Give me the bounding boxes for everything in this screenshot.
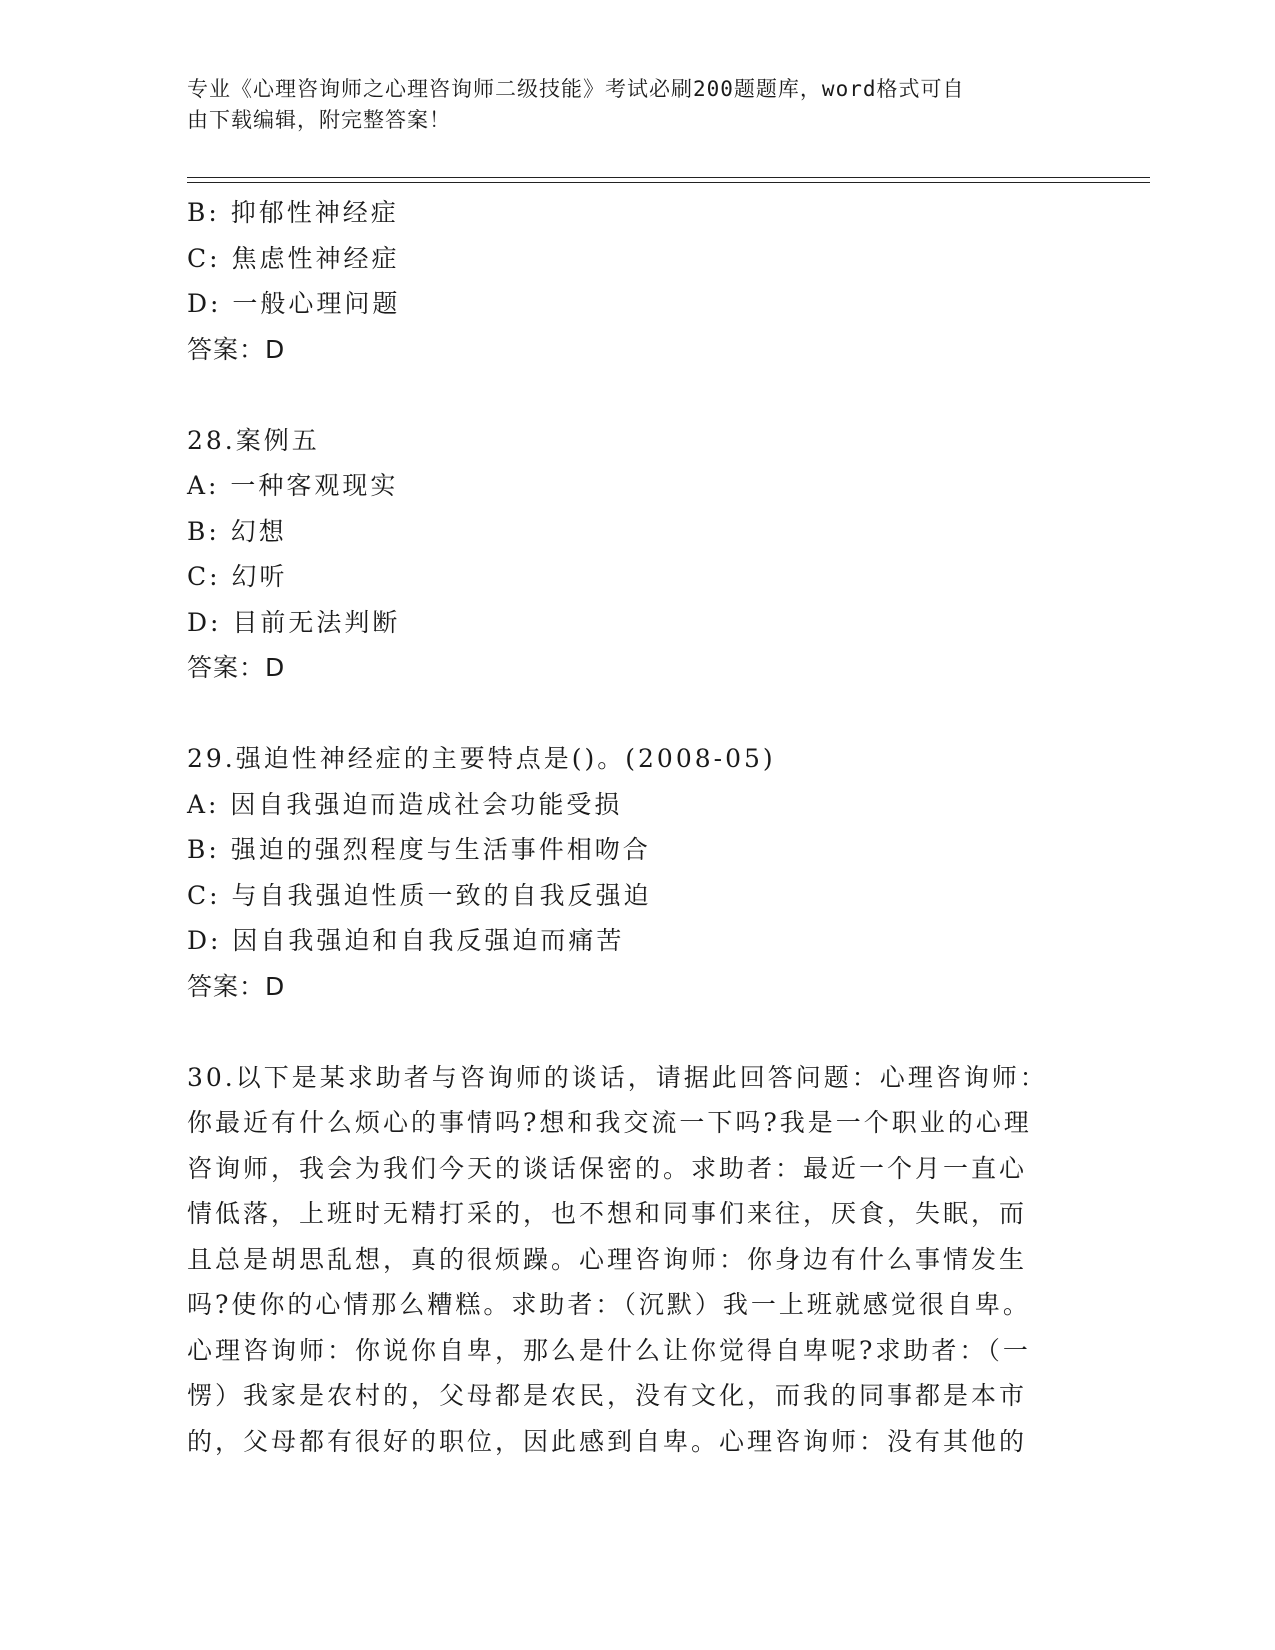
question-28	[187, 418, 1087, 691]
option-a: A: 因自我强迫而造成社会功能受损	[187, 789, 623, 819]
spacer	[187, 1009, 1087, 1055]
option-d: D: 一般心理问题	[187, 289, 401, 318]
header-rule-bottom	[187, 182, 1150, 183]
question-text-line: 30.以下是某求助者与咨询师的谈话，请据此回答问题：心理咨询师：	[187, 1062, 1048, 1092]
answer-line: 答案：D	[187, 971, 286, 1001]
question-stem: 29.强迫性神经症的主要特点是()。(2008-05)	[187, 744, 776, 773]
option-b: B: 强迫的强烈程度与生活事件相吻合	[187, 835, 651, 864]
option-d: D: 因自我强迫和自我反强迫而痛苦	[187, 926, 625, 955]
option-b: B: 抑郁性神经症	[187, 198, 399, 227]
option-d: D: 目前无法判断	[187, 607, 401, 637]
option-c: C: 与自我强迫性质一致的自我反强迫	[187, 880, 652, 910]
header-line-1: 专业《心理咨询师之心理咨询师二级技能》考试必刷200题题库，word格式可自	[187, 77, 965, 101]
question-text-line: 且总是胡思乱想，真的很烦躁。心理咨询师：你身边有什么事情发生	[187, 1244, 1028, 1274]
option-c: C: 幻听	[187, 562, 288, 591]
question-text-line: 你最近有什么烦心的事情吗?想和我交流一下吗?我是一个职业的心理	[187, 1108, 1032, 1137]
question-text-line: 的，父母都有很好的职位，因此感到自卑。心理咨询师：没有其他的	[187, 1426, 1028, 1456]
question-30	[187, 1055, 1067, 1465]
document-header	[187, 74, 1067, 136]
question-text-line: 咨询师，我会为我们今天的谈话保密的。求助者：最近一个月一直心	[187, 1153, 1028, 1183]
question-list	[187, 190, 1087, 1464]
question-27-tail	[187, 190, 1087, 372]
question-text-line: 情低落，上班时无精打采的，也不想和同事们来往，厌食，失眠，而	[187, 1199, 1028, 1228]
question-text-line: 心理咨询师：你说你自卑，那么是什么让你觉得自卑呢?求助者：（一	[187, 1335, 1031, 1365]
spacer	[187, 691, 1087, 737]
question-text-line: 愣）我家是农村的，父母都是农民，没有文化，而我的同事都是本市	[187, 1381, 1028, 1410]
question-text-line: 吗?使你的心情那么糟糕。求助者：（沉默）我一上班就感觉很自卑。	[187, 1290, 1031, 1319]
question-29	[187, 736, 1087, 1009]
header-line-2: 由下载编辑，附完整答案！	[187, 108, 451, 132]
option-c: C: 焦虑性神经症	[187, 243, 400, 273]
question-stem: 28.案例五	[187, 425, 320, 455]
answer-line: 答案：D	[187, 334, 286, 364]
option-a: A: 一种客观现实	[187, 471, 399, 500]
spacer	[187, 372, 1087, 418]
option-b: B: 幻想	[187, 516, 287, 546]
answer-line: 答案：D	[187, 653, 286, 682]
header-rule-top	[187, 177, 1150, 178]
